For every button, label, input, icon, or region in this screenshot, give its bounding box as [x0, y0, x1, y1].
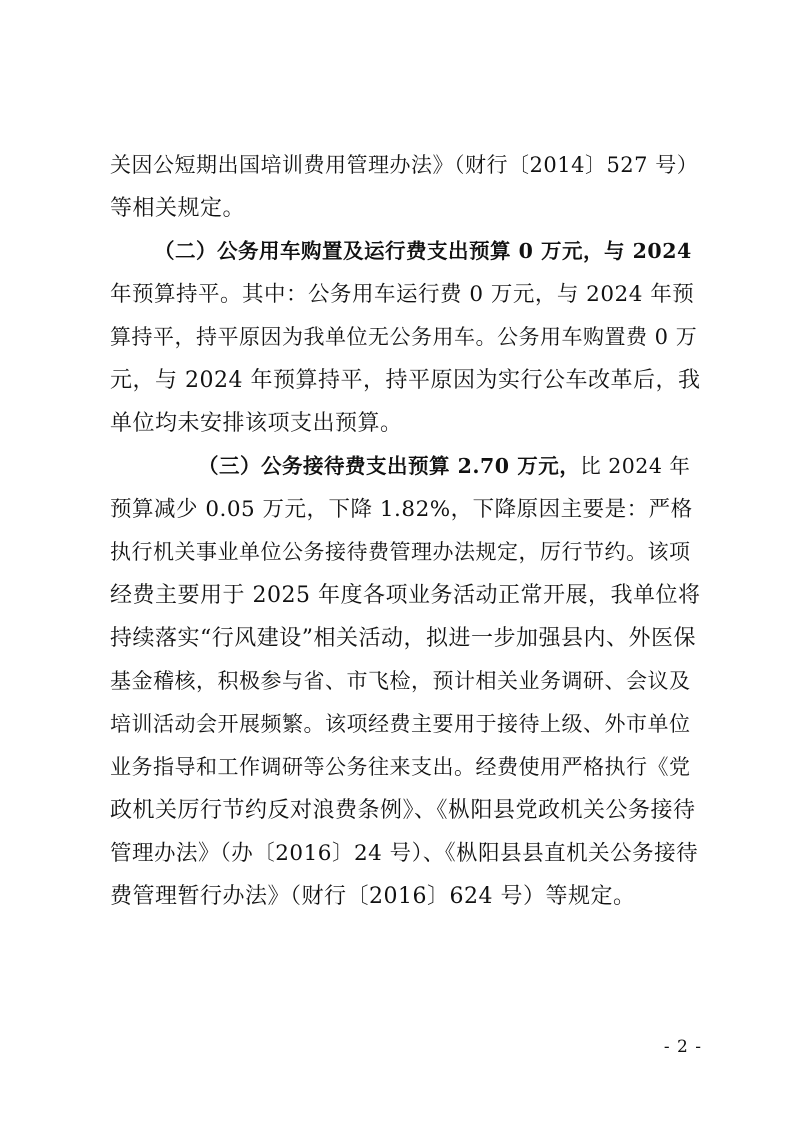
text-line: 执行机关事业单位公务接待费管理办法规定，厉行节约。该项 — [110, 540, 691, 564]
text-line: 单位均未安排该项支出预算。 — [110, 411, 403, 436]
section-heading-vehicles: （二）公务用车购置及运行费支出预算 0 万元，与 2024 — [154, 239, 692, 263]
text-line: 预算减少 0.05 万元，下降 1.82%，下降原因主要是：严格 — [110, 497, 693, 522]
text-line: 经费主要用于 2025 年度各项业务活动正常开展，我单位将 — [110, 583, 701, 608]
text-line: 关因公短期出国培训费用管理办法》（财行〔2014〕527 号） — [110, 153, 699, 177]
section-heading-reception-rest: 比 2024 年 — [580, 454, 691, 478]
text-line: 元，与 2024 年预算持平，持平原因为实行公车改革后，我 — [110, 368, 701, 393]
section-heading-reception — [110, 445, 700, 488]
page-number: - 2 - — [663, 1037, 702, 1057]
text-line: 算持平，持平原因为我单位无公务用车。公务用车购置费 0 万 — [110, 325, 698, 349]
text-line: 业务指导和工作调研等公务往来支出。经费使用严格执行《党 — [110, 755, 691, 779]
text-line: 基金稽核，积极参与省、市飞检，预计相关业务调研、会议及 — [110, 669, 691, 693]
document-body — [110, 144, 700, 918]
text-line: 等相关规定。 — [110, 196, 246, 221]
text-line: 政机关厉行节约反对浪费条例》、《枞阳县党政机关公务接待 — [110, 798, 696, 823]
text-line: 管理办法》（办〔2016〕24 号）、《枞阳县县直机关公务接待 — [110, 841, 699, 866]
text-line: 持续落实“行风建设”相关活动，拟进一步加强县内、外医保 — [110, 626, 696, 651]
text-line: 年预算持平。其中：公务用车运行费 0 万元，与 2024 年预 — [110, 282, 695, 307]
section-heading-reception-bold: （三）公务接待费支出预算 2.70 万元， — [198, 454, 581, 478]
text-line: 费管理暂行办法》（财行〔2016〕624 号）等规定。 — [110, 884, 636, 909]
text-line: 培训活动会开展频繁。该项经费主要用于接待上级、外市单位 — [110, 712, 691, 736]
